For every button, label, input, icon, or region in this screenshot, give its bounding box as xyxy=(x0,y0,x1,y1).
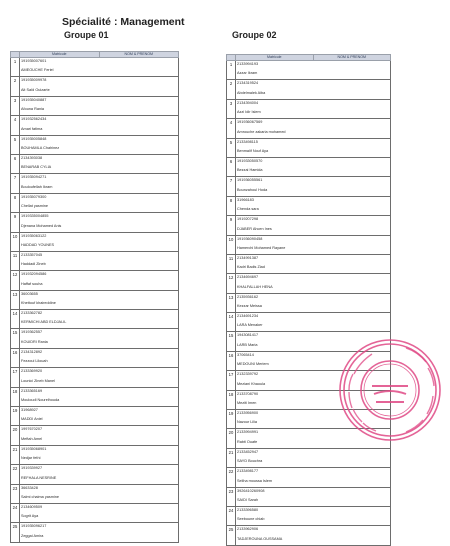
table-row xyxy=(227,313,391,332)
student-name: KOUIDRI Rania xyxy=(21,339,48,344)
table-row xyxy=(11,310,179,329)
row-number: 5 xyxy=(227,138,236,157)
table-row xyxy=(227,526,391,545)
student-cell xyxy=(236,157,391,176)
student-cell xyxy=(20,445,179,464)
table-row xyxy=(11,368,179,387)
student-name: Rabti Ouafe xyxy=(237,439,258,444)
matricule-value: 191935068901 xyxy=(21,446,47,451)
student-name: HADDAD YOUNES xyxy=(21,242,55,247)
matricule-value: 191935005848 xyxy=(21,136,47,141)
student-name: Bounzahoul Hoda xyxy=(237,187,268,192)
table-row xyxy=(11,58,179,77)
row-number: 7 xyxy=(11,174,20,193)
student-name: Meziani Khaoula xyxy=(237,381,266,386)
matricule-value: 191935096217 xyxy=(21,524,47,529)
row-number: 13 xyxy=(11,290,20,309)
table-row xyxy=(227,177,391,196)
table-row xyxy=(11,213,179,232)
student-name: Sogrit Aya xyxy=(21,514,39,519)
row-number: 1 xyxy=(11,58,20,77)
student-cell xyxy=(236,235,391,254)
student-name: Chellat yasmine xyxy=(21,204,49,209)
student-cell xyxy=(236,80,391,99)
matricule-value: 2133498177 xyxy=(237,469,259,474)
student-cell xyxy=(20,310,179,329)
student-name: Ait Saïd Ouizarte xyxy=(21,87,50,92)
student-name: BENARAB CYLIA xyxy=(21,165,52,170)
row-number: 15 xyxy=(227,332,236,351)
table-row xyxy=(11,329,179,348)
student-name: SAIDI Sarah xyxy=(237,498,259,502)
row-number: 8 xyxy=(227,196,236,215)
student-cell xyxy=(236,177,391,196)
student-cell xyxy=(20,426,179,445)
student-name: REFHALA NESRINE xyxy=(21,475,57,480)
matricule-value: 2134393038 xyxy=(21,155,43,160)
matricule-value: 36633428 xyxy=(21,485,38,490)
student-cell xyxy=(236,313,391,332)
table-row xyxy=(11,135,179,154)
name-header: NOM & PRENOM xyxy=(313,55,391,61)
student-cell xyxy=(236,293,391,312)
student-name: Bezzai Hamida xyxy=(237,168,263,173)
student-cell xyxy=(236,448,391,467)
row-number: 14 xyxy=(227,313,236,332)
student-name: Bouloufellah Ikram xyxy=(21,184,53,189)
matricule-value: 2133452947 xyxy=(237,449,259,454)
page-title: Spécialité : Management xyxy=(62,16,185,28)
row-number: 11 xyxy=(227,254,236,273)
table-row xyxy=(227,235,391,254)
student-name: Abdelmalek Aiba xyxy=(237,90,266,95)
table-row xyxy=(227,138,391,157)
matricule-value: 191935079300 xyxy=(21,194,47,199)
row-number: 4 xyxy=(11,116,20,135)
row-number: 6 xyxy=(227,157,236,176)
student-cell xyxy=(20,96,179,115)
student-cell xyxy=(20,484,179,503)
student-cell xyxy=(236,254,391,273)
row-number: 20 xyxy=(11,426,20,445)
table-row xyxy=(11,77,179,96)
matricule-value: 1919335004855 xyxy=(21,214,49,219)
table-row xyxy=(11,426,179,445)
student-name: Haddadi Zineb xyxy=(21,262,46,267)
group-02-table xyxy=(226,54,391,546)
table-row xyxy=(11,445,179,464)
matricule-value: 2134609509 xyxy=(21,504,43,509)
student-name: Haffaf souha xyxy=(21,281,43,286)
row-number: 7 xyxy=(227,177,236,196)
matricule-value: 2135936162 xyxy=(237,294,259,299)
matricule-value: 191936090458 xyxy=(237,236,263,241)
matricule-value: 2133396580 xyxy=(237,507,259,512)
row-number: 9 xyxy=(227,216,236,235)
student-name: Nedjar fethi xyxy=(21,456,41,461)
matricule-value: 2134319524 xyxy=(237,81,259,86)
student-name: Kezzar Meissa xyxy=(237,304,262,309)
row-number: 16 xyxy=(11,348,20,367)
table-row xyxy=(11,484,179,503)
matricule-value: 31968927 xyxy=(21,408,38,413)
row-number: 13 xyxy=(227,293,236,312)
matricule-value: 2132339792 xyxy=(237,372,259,377)
table-row xyxy=(11,193,179,212)
student-name: Benmalif Nouf Aya xyxy=(237,148,269,153)
row-number: 22 xyxy=(11,465,20,484)
row-number: 14 xyxy=(11,310,20,329)
student-cell xyxy=(20,368,179,387)
student-cell xyxy=(236,119,391,138)
table-row xyxy=(11,251,179,270)
student-cell xyxy=(20,116,179,135)
matricule-value: 2133994193 xyxy=(237,62,259,66)
student-cell xyxy=(20,251,179,270)
student-cell xyxy=(236,274,391,293)
matricule-value: 191936055561 xyxy=(237,178,263,183)
row-number: 19 xyxy=(227,410,236,429)
table-row xyxy=(227,80,391,99)
student-name: MADDI Aniel xyxy=(21,417,43,422)
table-row xyxy=(227,196,391,215)
table-row xyxy=(227,506,391,525)
student-cell xyxy=(20,348,179,367)
row-number: 21 xyxy=(11,445,20,464)
table-row xyxy=(11,290,179,309)
row-number: 2 xyxy=(11,77,20,96)
student-cell xyxy=(236,196,391,215)
row-number: 21 xyxy=(227,448,236,467)
matricule-value: 191933050570 xyxy=(237,158,263,163)
student-name: Hamerchi Mohamed Rayane xyxy=(237,245,286,250)
matricule-value: 2134694697 xyxy=(237,275,259,280)
table-row xyxy=(11,174,179,193)
student-name: LARA Menaker xyxy=(237,323,263,328)
table-row xyxy=(227,293,391,312)
student-cell xyxy=(236,216,391,235)
student-cell xyxy=(20,465,179,484)
student-name: Afouna Rania xyxy=(21,107,45,112)
official-seal-icon xyxy=(334,334,446,446)
row-number: 19 xyxy=(11,407,20,426)
matricule-value: 2133994991 xyxy=(237,430,259,435)
student-cell xyxy=(20,271,179,290)
row-number: 16 xyxy=(227,351,236,370)
student-name: SAYD Bouchra xyxy=(237,459,263,464)
student-cell xyxy=(20,523,179,542)
row-number: 15 xyxy=(11,329,20,348)
student-cell xyxy=(20,407,179,426)
row-number: 1 xyxy=(227,61,236,80)
student-name: Mouloudi Nourelhouda xyxy=(21,398,60,403)
matricule-value: 191935040887 xyxy=(21,97,47,102)
row-number: 11 xyxy=(11,251,20,270)
matricule-value: 2134312892 xyxy=(21,349,43,354)
student-name: Azzar Ikram xyxy=(237,71,258,76)
row-number: 17 xyxy=(227,371,236,390)
table-row xyxy=(11,407,179,426)
group-02-title: Groupe 02 xyxy=(232,30,277,40)
row-number: 3 xyxy=(11,96,20,115)
student-name: Meftah Amel xyxy=(21,436,43,441)
matricule-value: 2133369920 xyxy=(21,369,43,374)
student-cell xyxy=(20,387,179,406)
row-number: 18 xyxy=(11,387,20,406)
matricule-value: 2134394004 xyxy=(237,100,259,105)
student-name: Azzi Idir Islem xyxy=(237,110,261,115)
table-row xyxy=(11,154,179,173)
row-number: 18 xyxy=(227,390,236,409)
matricule-value: 2134691234 xyxy=(237,314,259,319)
row-number: 10 xyxy=(11,232,20,251)
student-cell xyxy=(236,99,391,118)
row-number: 9 xyxy=(11,213,20,232)
row-number: 22 xyxy=(227,468,236,487)
row-number: 24 xyxy=(11,503,20,522)
table-row xyxy=(11,232,179,251)
table-row xyxy=(11,503,179,522)
student-name: KHALFALLAH HENA xyxy=(237,284,273,289)
matricule-value: 2133708790 xyxy=(237,391,259,396)
matricule-value: 1919339927 xyxy=(21,466,43,471)
student-cell xyxy=(236,61,391,80)
row-number: 23 xyxy=(227,487,236,506)
student-name: Salmi chaima yasmine xyxy=(21,495,59,499)
student-cell xyxy=(20,329,179,348)
table-row xyxy=(227,216,391,235)
matricule-value: 1943081417 xyxy=(237,333,259,338)
student-cell xyxy=(20,77,179,96)
student-name: DJABER Ahcen Ines xyxy=(237,226,272,231)
row-number: 5 xyxy=(11,135,20,154)
row-number: 23 xyxy=(11,484,20,503)
matricule-value: 1997670207 xyxy=(21,427,43,432)
student-cell xyxy=(236,526,391,545)
table-row xyxy=(227,119,391,138)
matricule-value: 3926410260908 xyxy=(237,488,265,493)
matricule-value: 191936067569 xyxy=(237,120,263,125)
table-row xyxy=(227,157,391,176)
student-cell xyxy=(20,213,179,232)
student-name: Amrouche zakaria mohamed xyxy=(237,129,286,134)
table-row xyxy=(11,271,179,290)
student-name: Amari fatima xyxy=(21,126,43,131)
student-cell xyxy=(20,58,179,77)
matricule-header: Matricule xyxy=(236,55,314,61)
student-name: Seeboune chiab xyxy=(237,517,265,522)
row-number: 25 xyxy=(227,526,236,545)
group-01-title: Groupe 01 xyxy=(64,30,109,40)
row-number: 3 xyxy=(227,99,236,118)
student-name: TADJEROUNA OUSSAMA xyxy=(237,536,283,541)
student-cell xyxy=(20,154,179,173)
student-name: Kadri Badis Ziad xyxy=(237,265,265,270)
student-name: Lounici Zineb Manel xyxy=(21,378,55,383)
table-row xyxy=(227,61,391,80)
matricule-value: 1919362557 xyxy=(21,330,43,335)
student-name: Fezzoui Lilouah xyxy=(21,359,48,364)
student-cell xyxy=(20,290,179,309)
student-name: KERMICHI ABD ELDJALIL xyxy=(21,320,67,325)
student-name: Zeggai Amira xyxy=(21,533,44,538)
table-row xyxy=(227,468,391,487)
student-name: LARB Maria xyxy=(237,342,258,347)
table-row xyxy=(11,348,179,367)
row-number: 4 xyxy=(227,119,236,138)
table-row xyxy=(11,387,179,406)
student-cell xyxy=(236,487,391,506)
row-number: 17 xyxy=(11,368,20,387)
matricule-value: 191932562434 xyxy=(21,117,47,122)
matricule-value: 2133962906 xyxy=(237,527,259,532)
student-name: Meziti Imen xyxy=(237,401,257,406)
row-number: 8 xyxy=(11,193,20,212)
name-header: NOM & PRENOM xyxy=(99,52,179,58)
table-row xyxy=(227,274,391,293)
student-cell xyxy=(236,506,391,525)
matricule-value: 191935063122 xyxy=(21,233,47,238)
student-name: Chenda sara xyxy=(237,207,259,212)
student-name: Djenana Mohamed Anis xyxy=(21,223,62,228)
table-row xyxy=(11,523,179,542)
row-number: 24 xyxy=(227,506,236,525)
matricule-value: 191935094271 xyxy=(21,175,47,180)
matricule-value: 37065414 xyxy=(237,352,254,357)
table-row xyxy=(227,487,391,506)
student-name: AMEOUCHE Feriel xyxy=(21,68,54,73)
matricule-value: 2133365169 xyxy=(21,388,43,393)
matricule-value: 2133357045 xyxy=(21,252,43,257)
student-cell xyxy=(236,468,391,487)
table-row xyxy=(227,448,391,467)
row-number: 2 xyxy=(227,80,236,99)
matricule-value: 31966183 xyxy=(237,197,254,202)
student-cell xyxy=(20,503,179,522)
matricule-header: Matricule xyxy=(20,52,100,58)
row-number: 6 xyxy=(11,154,20,173)
matricule-value: 2133362782 xyxy=(21,311,43,316)
student-name: MEDOUNI Meriem xyxy=(237,362,269,367)
matricule-value: 191935007601 xyxy=(21,59,47,63)
row-number: 25 xyxy=(11,523,20,542)
student-cell xyxy=(20,193,179,212)
matricule-value: 191932094586 xyxy=(21,272,47,277)
table-row xyxy=(227,254,391,273)
group-01-table xyxy=(10,51,179,543)
matricule-value: 2133956900 xyxy=(237,411,259,416)
matricule-value: 2134991387 xyxy=(237,255,259,260)
table-row xyxy=(11,116,179,135)
matricule-value: 2133498115 xyxy=(237,139,258,144)
student-cell xyxy=(20,232,179,251)
student-cell xyxy=(236,138,391,157)
student-name: Seliha moussa Islem xyxy=(237,478,273,483)
student-cell xyxy=(20,135,179,154)
row-number: 10 xyxy=(227,235,236,254)
matricule-value: 1919207298 xyxy=(237,217,259,222)
matricule-value: 191935009978 xyxy=(21,78,47,83)
table-row xyxy=(11,96,179,115)
student-name: Khettouf khaireddine xyxy=(21,301,56,306)
student-cell xyxy=(20,174,179,193)
row-number: 12 xyxy=(227,274,236,293)
row-number: 20 xyxy=(227,429,236,448)
table-row xyxy=(11,465,179,484)
matricule-value: 36003655 xyxy=(21,291,38,296)
student-name: BOUHAMLA Chahinez xyxy=(21,145,60,150)
table-row xyxy=(227,99,391,118)
student-name: Nazour Lilia xyxy=(237,420,258,425)
row-number: 12 xyxy=(11,271,20,290)
